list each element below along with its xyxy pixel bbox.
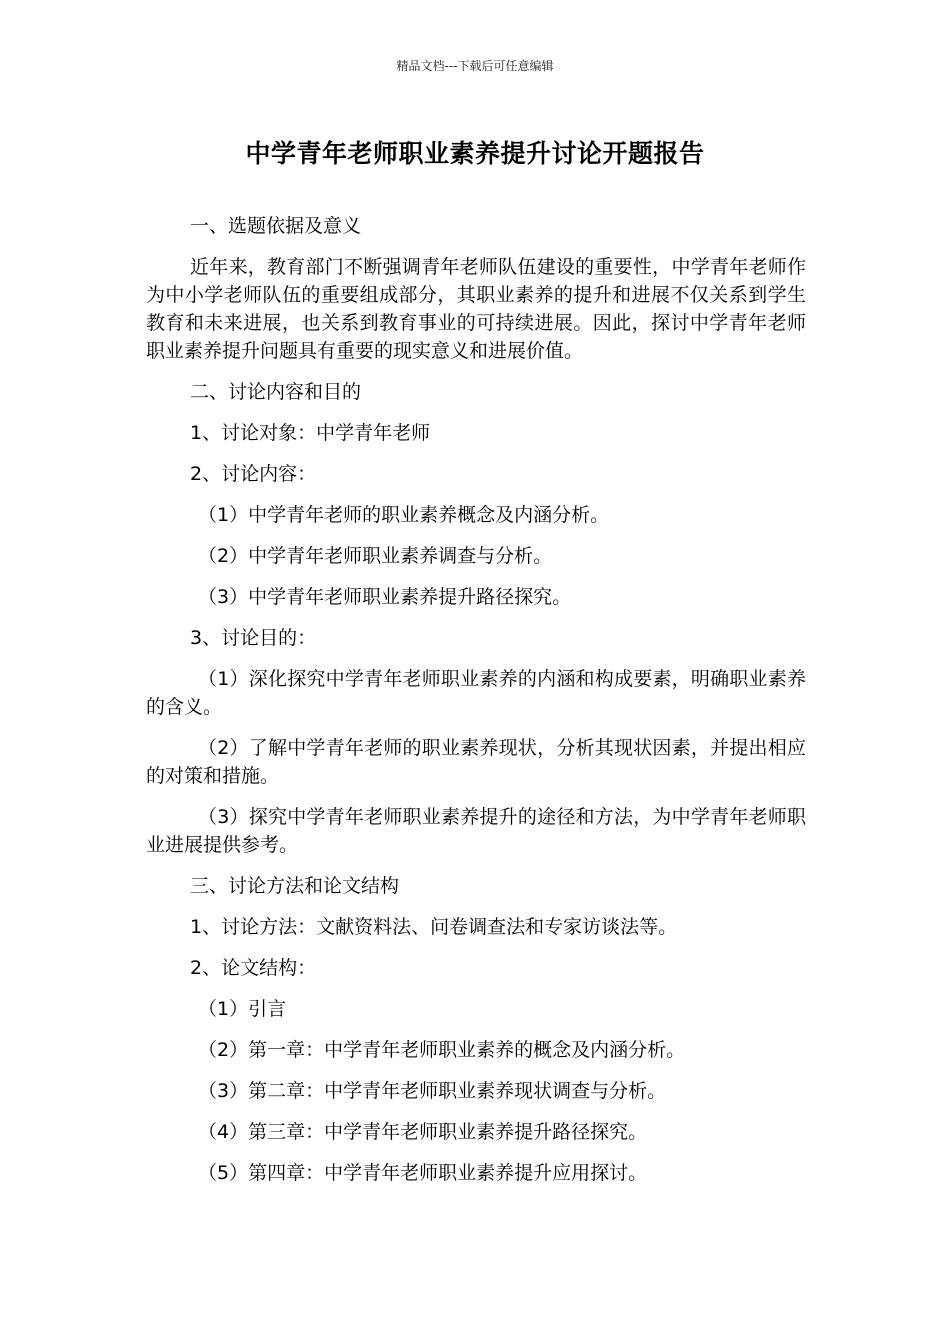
- sub-list-item: （5）第四章：中学青年老师职业素养提升应用探讨。: [198, 1162, 648, 1184]
- list-item: 1、讨论对象：中学青年老师: [190, 422, 431, 444]
- section-heading: 一、选题依据及意义: [190, 215, 362, 237]
- list-item: 2、讨论内容：: [190, 463, 317, 485]
- list-item: 2、论文结构：: [190, 957, 317, 979]
- document-body: [146, 212, 806, 1187]
- body-paragraph: 近年来，教育部门不断强调青年老师队伍建设的重要性，中学青年老师作为中小学老师队伍的重要组成部分，其职业素养的提升和进展不仅关系到学生教育和未来进展，也关系到教育事业的可持续进展。因此，探讨中学青年老师职业素养提升问题具有重要的现实意义和进展价值。: [146, 256, 806, 362]
- sub-list-item: （1）中学青年老师的职业素养概念及内涵分析。: [198, 504, 610, 526]
- sub-list-item: （2）了解中学青年老师的职业素养现状，分析其现状因素，并提出相应的对策和措施。: [146, 737, 806, 787]
- sub-list-item: （1）引言: [198, 998, 287, 1020]
- header-note: 精品文档---下载后可任意编辑: [396, 59, 554, 73]
- list-item: 1、讨论方法：文献资料法、问卷调查法和专家访谈法等。: [190, 916, 678, 938]
- sub-list-item: （3）中学青年老师职业素养提升路径探究。: [198, 586, 572, 608]
- list-item: 3、讨论目的：: [190, 627, 317, 649]
- section-heading: 三、讨论方法和论文结构: [190, 875, 400, 897]
- sub-list-item: （1）深化探究中学青年老师职业素养的内涵和构成要素，明确职业素养的含义。: [146, 668, 806, 718]
- document-title: 中学青年老师职业素养提升讨论开题报告: [245, 139, 705, 168]
- sub-list-item: （3）第二章：中学青年老师职业素养现状调查与分析。: [198, 1080, 667, 1102]
- section-heading: 二、讨论内容和目的: [190, 381, 362, 403]
- sub-list-item: （2）中学青年老师职业素养调查与分析。: [198, 545, 553, 567]
- sub-list-item: （2）第一章：中学青年老师职业素养的概念及内涵分析。: [198, 1039, 686, 1061]
- sub-list-item: （3）探究中学青年老师职业素养提升的途径和方法，为中学青年老师职业进展提供参考。: [146, 806, 806, 856]
- sub-list-item: （4）第三章：中学青年老师职业素养提升路径探究。: [198, 1121, 648, 1143]
